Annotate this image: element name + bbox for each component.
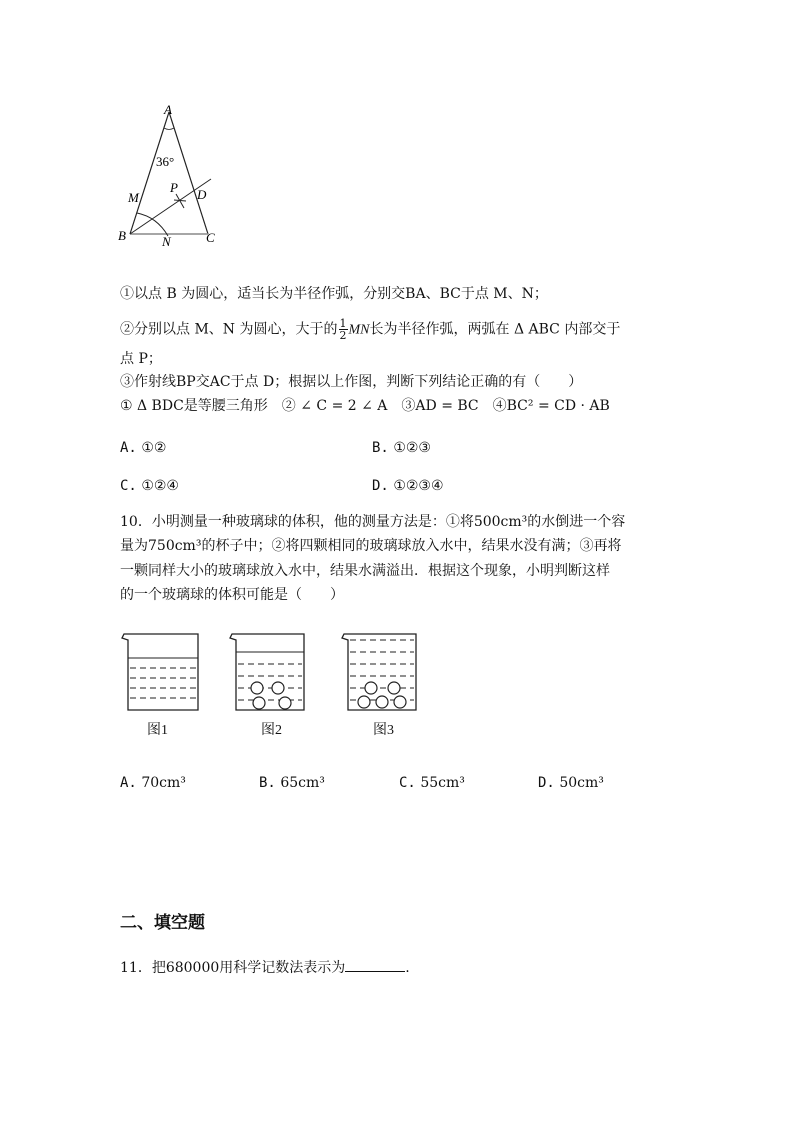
option-label: A. xyxy=(120,440,137,456)
q10-option-a[interactable] xyxy=(120,773,186,793)
q10-line2: 量为750cm³的杯子中；②将四颗相同的玻璃球放入水中，结果水没有满；③再将 xyxy=(120,538,622,554)
q11-text: 11．把680000用科学记数法表示为 xyxy=(120,960,346,976)
q9-option-d[interactable] xyxy=(372,476,444,496)
beaker-1 xyxy=(122,634,198,710)
beaker-2 xyxy=(230,634,304,710)
q10-line4: 的一个玻璃球的体积可能是（ ） xyxy=(120,587,344,603)
label-N: N xyxy=(162,234,171,249)
figure-caption-1: 图1 xyxy=(147,723,168,738)
option-text: ①②③ xyxy=(393,440,431,456)
option-label: B. xyxy=(259,775,276,791)
q9-conclusions: ① Δ BDC是等腰三角形 ② ∠ C = 2 ∠ A ③AD = BC ④BC² = CD · AB xyxy=(120,398,610,414)
q9-option-c[interactable] xyxy=(120,476,179,496)
q11-post: . xyxy=(405,960,410,976)
q9-step3: ③作射线BP交AC于点 D；根据以上作图，判断下列结论正确的有（ ） xyxy=(120,374,583,390)
option-label: B. xyxy=(372,440,389,456)
option-text: ①② xyxy=(141,440,167,456)
option-label: C. xyxy=(399,775,416,791)
q9-step2-cont: 点 P； xyxy=(120,351,162,367)
answer-blank[interactable] xyxy=(345,957,405,972)
q10-option-d[interactable] xyxy=(538,773,604,793)
figure-caption-2: 图2 xyxy=(261,723,282,738)
label-A: A xyxy=(164,102,172,117)
q9-option-a[interactable] xyxy=(120,438,166,458)
q9-step2-mn: MN xyxy=(348,322,370,338)
option-text: ①②④ xyxy=(141,478,179,494)
q9-step2 xyxy=(120,318,620,341)
q10-option-b[interactable] xyxy=(259,773,325,793)
q9-option-b[interactable] xyxy=(372,438,431,458)
beaker-3 xyxy=(342,634,416,710)
label-B: B xyxy=(118,228,126,243)
option-text: 55cm³ xyxy=(420,775,465,791)
frac-num: 1 xyxy=(339,317,347,330)
figure-caption-3: 图3 xyxy=(373,723,394,738)
label-D: D xyxy=(197,187,207,202)
q9-step2-pre: ②分别以点 M、N 为圆心，大于的 xyxy=(120,321,338,338)
beaker-figures xyxy=(116,628,426,716)
option-text: 70cm³ xyxy=(141,775,186,791)
frac-den: 2 xyxy=(339,329,347,342)
q10-line3: 一颗同样大小的玻璃球放入水中，结果水满溢出．根据这个现象，小明判断这样 xyxy=(120,563,610,579)
option-label: D. xyxy=(372,478,389,494)
fraction-one-half xyxy=(339,318,348,341)
triangle-figure xyxy=(112,100,232,250)
option-text: 50cm³ xyxy=(559,775,604,791)
label-P: P xyxy=(170,180,178,195)
q11 xyxy=(120,957,410,978)
option-text: ①②③④ xyxy=(393,478,444,494)
label-C: C xyxy=(206,230,215,245)
option-text: 65cm³ xyxy=(280,775,325,791)
q9-step2-post: 长为半径作弧，两弧在 Δ ABC 内部交于 xyxy=(369,321,621,338)
label-angle: 36° xyxy=(156,154,175,169)
option-label: C. xyxy=(120,478,137,494)
q9-step1: ①以点 B 为圆心，适当长为半径作弧，分别交BA、BC于点 M、N； xyxy=(120,286,548,302)
option-label: D. xyxy=(538,775,555,791)
q10-option-c[interactable] xyxy=(399,773,465,793)
q10-line1: 10．小明测量一种玻璃球的体积，他的测量方法是：①将500cm³的水倒进一个容 xyxy=(120,514,626,530)
label-M: M xyxy=(128,190,139,205)
option-label: A. xyxy=(120,775,137,791)
section-title: 二、填空题 xyxy=(120,913,205,933)
